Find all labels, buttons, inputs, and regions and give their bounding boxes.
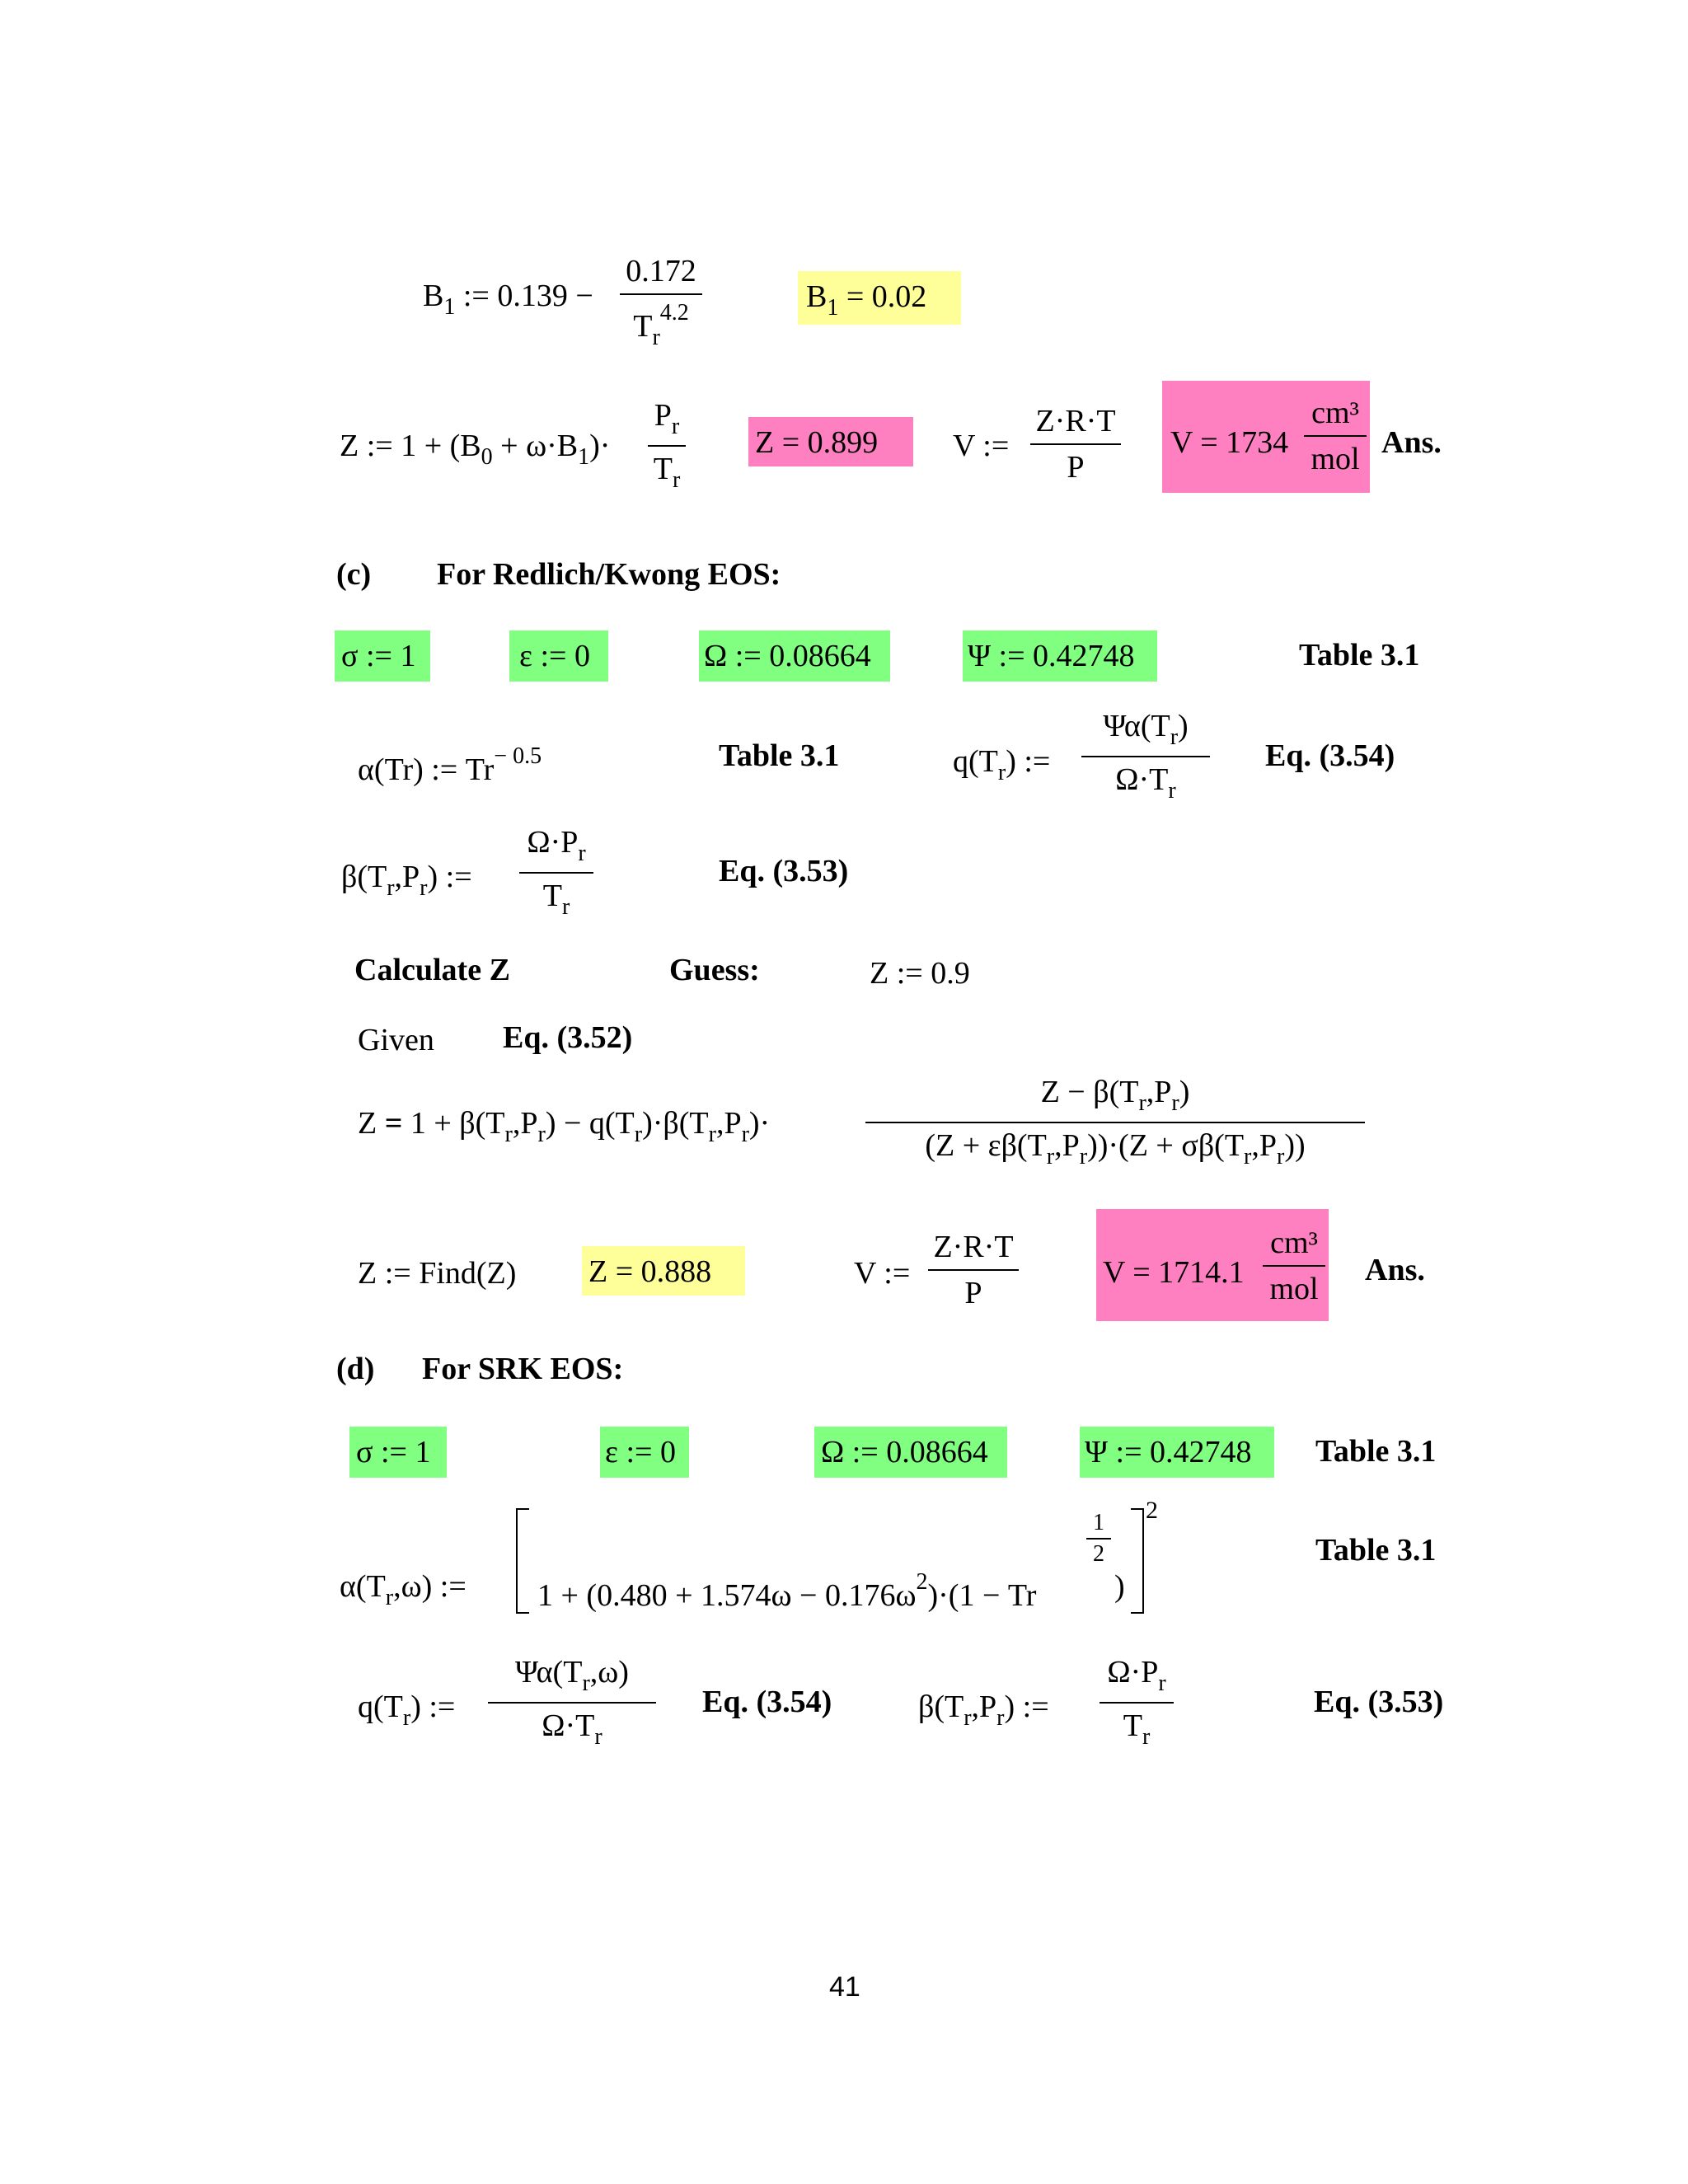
c-z-result: Z = 0.888: [588, 1254, 712, 1289]
c-beta-lhs: $\beta(T_r,P_r)$ :=: [341, 860, 472, 901]
d-beta-den: $T_r$: [1123, 1708, 1151, 1750]
z-pitzer-result: Z = 0.899: [755, 425, 879, 460]
c-z-eq-lhs: $Z = 1 + \beta(T_r,P_r) - q(T_r)\cdot\beta(T_r,P_r)\cdot$: [358, 1106, 771, 1147]
c-z-eq-num: $Z - \beta(T_r,P_r)$: [1040, 1075, 1190, 1116]
d-sigma-box: [349, 1427, 447, 1478]
b1-result: $B_1 = 0.02$: [806, 279, 927, 321]
z-pitzer-den: $T_r$: [653, 452, 681, 493]
section-c-label: (c): [336, 557, 372, 592]
d-sigma: σ := 1: [356, 1435, 431, 1469]
b1-num: 0.172: [626, 254, 696, 288]
d-alpha-close-paren: ): [1114, 1569, 1125, 1604]
c-find: Z := Find(Z): [358, 1256, 517, 1291]
c-beta-eq: Eq. (3.53): [719, 854, 849, 888]
d-alpha-left-bracket: [516, 1508, 529, 1614]
d-beta-fraction: [1100, 1657, 1174, 1749]
d-q-lhs: $q(T_r)$ :=: [358, 1690, 456, 1731]
c-v-unit-den: mol: [1269, 1272, 1319, 1306]
d-omega-box: [814, 1427, 1007, 1478]
c-omega: Ω := 0.08664: [704, 639, 871, 673]
d-alpha-half-den: 2: [1093, 1541, 1104, 1567]
d-q-den: $\Omega\cdot T_r$: [542, 1708, 603, 1750]
c-z-eq-den: $(Z + \varepsilon\beta(T_r,P_r))\cdot(Z + \sigma\beta(T_r,P_r))$: [925, 1128, 1306, 1169]
c-table-ref: Table 3.1: [1299, 638, 1420, 673]
c-v-result: V = 1714.1: [1103, 1255, 1245, 1290]
d-alpha-outer-exp: 2: [1146, 1497, 1158, 1524]
d-epsilon: ε := 0: [605, 1435, 676, 1469]
z-pitzer-result-box: [748, 417, 913, 466]
c-z-result-box: [582, 1246, 745, 1296]
v-pitzer-num: Z·R·T: [1035, 404, 1116, 438]
d-alpha-half: [1086, 1511, 1111, 1566]
c-v-fraction: [928, 1231, 1019, 1309]
d-alpha-table: Table 3.1: [1315, 1533, 1437, 1568]
c-alpha-def: α(Tr) := $Tr^{- 0.5}$: [358, 743, 542, 787]
c-psi: Ψ := 0.42748: [968, 639, 1135, 673]
c-epsilon: ε := 0: [519, 639, 590, 673]
v-pitzer-unit-num: cm³: [1311, 396, 1359, 430]
c-sigma: σ := 1: [341, 639, 416, 673]
c-beta-den: $T_r$: [542, 879, 570, 920]
v-pitzer-lhs: V :=: [953, 429, 1010, 463]
z-pitzer-num: $P_r$: [654, 398, 680, 439]
c-given-eq: Eq. (3.52): [503, 1020, 633, 1055]
c-v-unit: [1263, 1227, 1325, 1305]
d-beta-lhs: $\beta(T_r,P_r)$ :=: [918, 1690, 1049, 1731]
d-beta-num: $\Omega\cdot P_r$: [1107, 1655, 1166, 1696]
d-alpha-right-bracket: [1131, 1508, 1144, 1614]
c-beta-num: $\Omega\cdot P_r$: [527, 825, 586, 866]
d-epsilon-box: [600, 1427, 689, 1478]
d-beta-eq: Eq. (3.53): [1314, 1685, 1444, 1719]
c-psi-box: [963, 630, 1157, 682]
c-v-result-box: [1096, 1209, 1329, 1321]
d-q-eq: Eq. (3.54): [702, 1685, 832, 1719]
v-pitzer-den: P: [1067, 450, 1085, 485]
b1-result-box: [798, 271, 961, 325]
c-z-eq-fraction: [865, 1076, 1365, 1169]
d-alpha-lhs: $\alpha(T_r,\omega)$ :=: [340, 1569, 467, 1610]
v-pitzer-result-box: [1162, 381, 1370, 493]
d-psi-box: [1080, 1427, 1274, 1478]
b1-den: $T_r^{4.2}$: [633, 300, 689, 350]
d-table-ref: Table 3.1: [1315, 1434, 1437, 1469]
d-q-num: $\Psi\alpha(T_r,\omega)$: [515, 1655, 629, 1696]
d-alpha-half-num: 1: [1093, 1510, 1104, 1535]
c-q-den: $\Omega\cdot T_r$: [1115, 762, 1176, 804]
v-pitzer-unit-den: mol: [1311, 442, 1360, 476]
c-q-fraction: [1081, 710, 1210, 803]
c-v-lhs: V :=: [854, 1256, 911, 1291]
c-guess-label: Guess:: [669, 953, 760, 987]
c-alpha-table: Table 3.1: [719, 738, 840, 773]
v-pitzer-fraction: [1030, 405, 1121, 483]
c-epsilon-box: [509, 630, 608, 682]
c-q-num: $\Psi\alpha(T_r)$: [1103, 709, 1189, 750]
b1-fraction: [620, 255, 702, 349]
pitzer-ans: Ans.: [1381, 425, 1442, 460]
c-sigma-box: [335, 630, 430, 682]
c-v-den: P: [964, 1276, 982, 1310]
v-pitzer-result: V = 1734: [1170, 425, 1289, 460]
c-beta-fraction: [519, 827, 593, 919]
c-given: Given: [358, 1023, 434, 1057]
c-ans: Ans.: [1365, 1253, 1425, 1287]
section-d-title: For SRK EOS:: [422, 1352, 624, 1386]
c-v-num: Z·R·T: [933, 1230, 1014, 1264]
c-q-lhs: $q(T_r)$ :=: [953, 744, 1051, 785]
c-q-eq: Eq. (3.54): [1265, 738, 1395, 773]
d-omega: Ω := 0.08664: [821, 1435, 988, 1469]
b1-lhs: $B_1$ := 0.139 −: [423, 279, 593, 320]
v-pitzer-unit: [1304, 397, 1367, 475]
z-pitzer-lhs: Z := $1 + (B_0 + \omega\cdot B_1)\cdot$: [340, 429, 611, 470]
d-psi: Ψ := 0.42748: [1085, 1435, 1252, 1469]
d-q-fraction: [488, 1657, 656, 1749]
section-c-title: For Redlich/Kwong EOS:: [437, 557, 781, 592]
c-calc-z: Calculate Z: [354, 953, 510, 987]
d-alpha-body: $1 + (0.480 + 1.574\omega - 0.176\omega^2)\cdot(1 - Tr$: [537, 1569, 1037, 1613]
page-number: 41: [829, 1971, 860, 2003]
c-v-unit-num: cm³: [1270, 1226, 1318, 1260]
section-d-label: (d): [336, 1352, 375, 1386]
c-guess-value: Z := 0.9: [870, 956, 970, 991]
z-pitzer-fraction: [648, 400, 686, 492]
c-omega-box: [699, 630, 890, 682]
